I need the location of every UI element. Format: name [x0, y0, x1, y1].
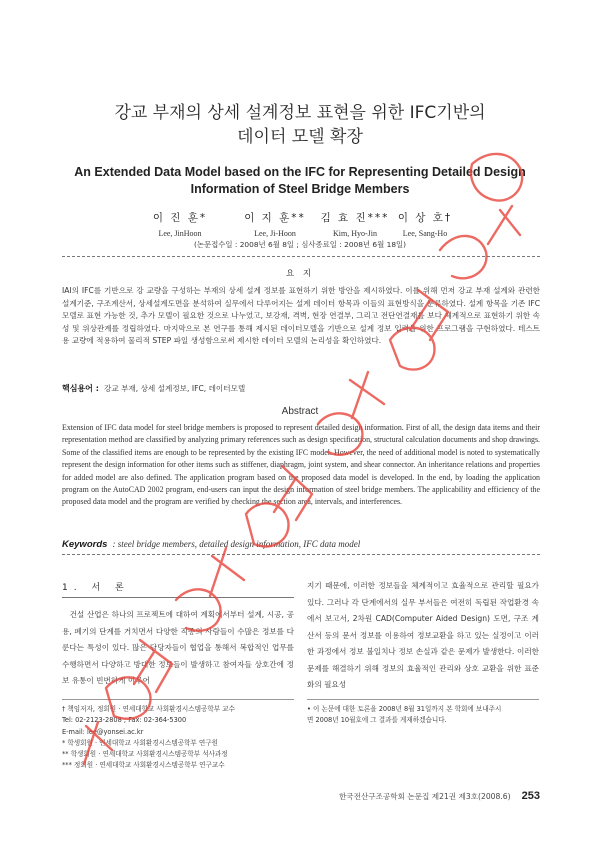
korean-title-line2: 데이터 모델 확장 [237, 127, 363, 147]
keywords-label: 핵심용어 : [62, 384, 99, 393]
footnote-separator [62, 699, 294, 700]
page-footer [300, 784, 540, 803]
author-name: 이 진 훈* [152, 212, 208, 224]
footnote: • 이 논문에 대한 토론을 2008년 8월 31일까지 본 학회에 보내주시 [307, 705, 502, 713]
author-english-name: Kim, Hyo-Jin [333, 229, 377, 238]
english-title-line1: An Extended Data Model based on the IFC for Representing Detailed Design [74, 165, 526, 179]
author-4 [375, 210, 475, 238]
divider [62, 554, 540, 555]
footnote: * 학생회원 · 연세대학교 사회환경시스템공학부 연구원 [62, 738, 219, 747]
author-name: 김 효 진*** [320, 212, 390, 224]
footnote-separator [307, 699, 539, 700]
keywords-label: Keywords [62, 539, 108, 550]
footnote: 면 2008년 10월호에 그 결과를 게재하겠습니다. [307, 716, 447, 725]
author-english-name: Lee, Ji-Hoon [254, 229, 296, 238]
footnote: E-mail: lee@yonsei.ac.kr [62, 727, 144, 736]
korean-keywords [62, 376, 540, 395]
keywords-text: 강교 부재, 상세 설계정보, IFC, 데이터모델 [104, 384, 246, 393]
journal-citation: 한국전산구조공학회 논문집 제21권 제3호(2008.6) [338, 792, 511, 801]
author-english-name: Lee, Sang-Ho [402, 229, 448, 238]
korean-title-line1: 강교 부재의 상세 설계정보 표현을 위한 IFC기반의 [114, 103, 486, 123]
footnote: ** 학생회원 · 연세대학교 사회환경시스템공학부 석사과정 [62, 750, 228, 759]
english-abstract-body: Extension of IFC data model for steel bridge members is proposed to represent detailed design information. First of all, the design data items and their representation method are classified by analyzing primary references such as design specification, structural calculation documents and shop drawings. Some of the classified items are enough to be represented by the existing IFC model. However, the need of additional model is noted to systematically represent the design information for other items such as stiffener, diaphragm, joint system, and shear connector. An inheritance relations and properties for added model are also defined. The application program based on the proposed data model is developed. In the end, by loading the application program on the AutoCAD 2002 program, end-users can input the design information of steel bridge members. The applicability and efficiency of the proposed data model and the program are verified by checking the section area, intervals, and interferences. [62, 423, 540, 507]
keywords-text: : steel bridge members, detailed design information, IFC data model [112, 539, 361, 549]
footnote: † 책임저자, 정회원 · 연세대학교 사회환경시스템공학부 교수 [62, 705, 235, 713]
page-number: 253 [521, 790, 540, 802]
korean-abstract-heading: 요 지 [285, 269, 315, 279]
english-keywords [62, 532, 540, 551]
left-footnotes [62, 704, 294, 772]
divider [62, 256, 540, 257]
left-column-body: 건설 산업은 하나의 프로젝트에 대하여 계획에서부터 설계, 시공, 공용, 폐기의 단계를 거치면서 다양한 직종의 사람들이 수많은 정보를 다룬다는 특성이 있다. 많은 담당자들이 협업을 통해서 복합적인 업무를 수행하면서 다양하고 방대한 정보들이 발생하고 참여자들 상호간에 정보 유통이 빈번하게 이루어 [62, 610, 294, 685]
author-english-name: Lee, JinHoon [158, 229, 202, 238]
author-name: 이 상 호† [397, 212, 453, 224]
footnote: *** 정회원 · 연세대학교 사회환경시스템공학부 연구교수 [62, 761, 225, 770]
korean-abstract-body: IAI의 IFC를 기반으로 강 교량을 구성하는 부재의 상세 설계 정보를 표현하기 위한 방안을 제시하였다. 이를 위해 먼저 강교 부재 설계와 관련한 설계기준, 구조계산서, 상세설계도면을 분석하여 실무에서 다루어지는 설계 데이터 항목과 이들의 표현방식을 분류하였다. 설계 항목을 기존 IFC 모델로 표현 가능한 것, 추가 모델이 필요한 것으로 나누었고, 보강재, 격벽, 현장 연결부, 그리고 전단연결재를 보다 체계적으로 표현하기 위한 속성 및 위상관계를 정립하였다. 마지막으로 본 연구를 통해 제시된 데이터모델을 기반으로 설계 정보 입력을 위한 프로그램을 구현하였다. 테스트용 교량에 적용하여 물리적 STEP 파일 생성함으로써 제시한 데이터 모델의 논리성을 확인하였다. [62, 286, 540, 346]
footnote: Tel: 02-2123-2808 ; Fax: 02-364-5300 [62, 716, 187, 725]
submission-dates: (논문접수일 : 2008년 6월 8일 ; 심사종료일 : 2008년 6월 18일) [193, 240, 407, 249]
author-name: 이 지 훈** [244, 212, 306, 224]
section-title: 1. 서 론 [62, 583, 130, 593]
section-heading [62, 580, 292, 593]
section-underline [62, 597, 294, 598]
author-1 [130, 210, 230, 238]
english-abstract-heading: Abstract [281, 406, 319, 417]
right-column-body: 지기 때문에, 이러한 정보들을 체계적이고 효율적으로 관리할 필요가 있다. 그러나 각 단계에서의 실무 부서들은 여전히 독립된 작업환경 속에서 보고서, 2차원 CAD(Computer Aided Design) 도면, 구조 계산서 등의 문서 정보를 이용하여 정보교환을 하고 있는 실정이고 이러한 과정에서 정보 불일치나 정보 손실과 같은 문제가 발생한다. 이러한 문제를 해결하기 위해 정보의 효율적인 관리와 상호 교환을 위한 표준화의 필요성 [307, 581, 539, 689]
right-footnotes [307, 704, 539, 727]
english-title-line2: Information of Steel Bridge Members [190, 182, 410, 196]
